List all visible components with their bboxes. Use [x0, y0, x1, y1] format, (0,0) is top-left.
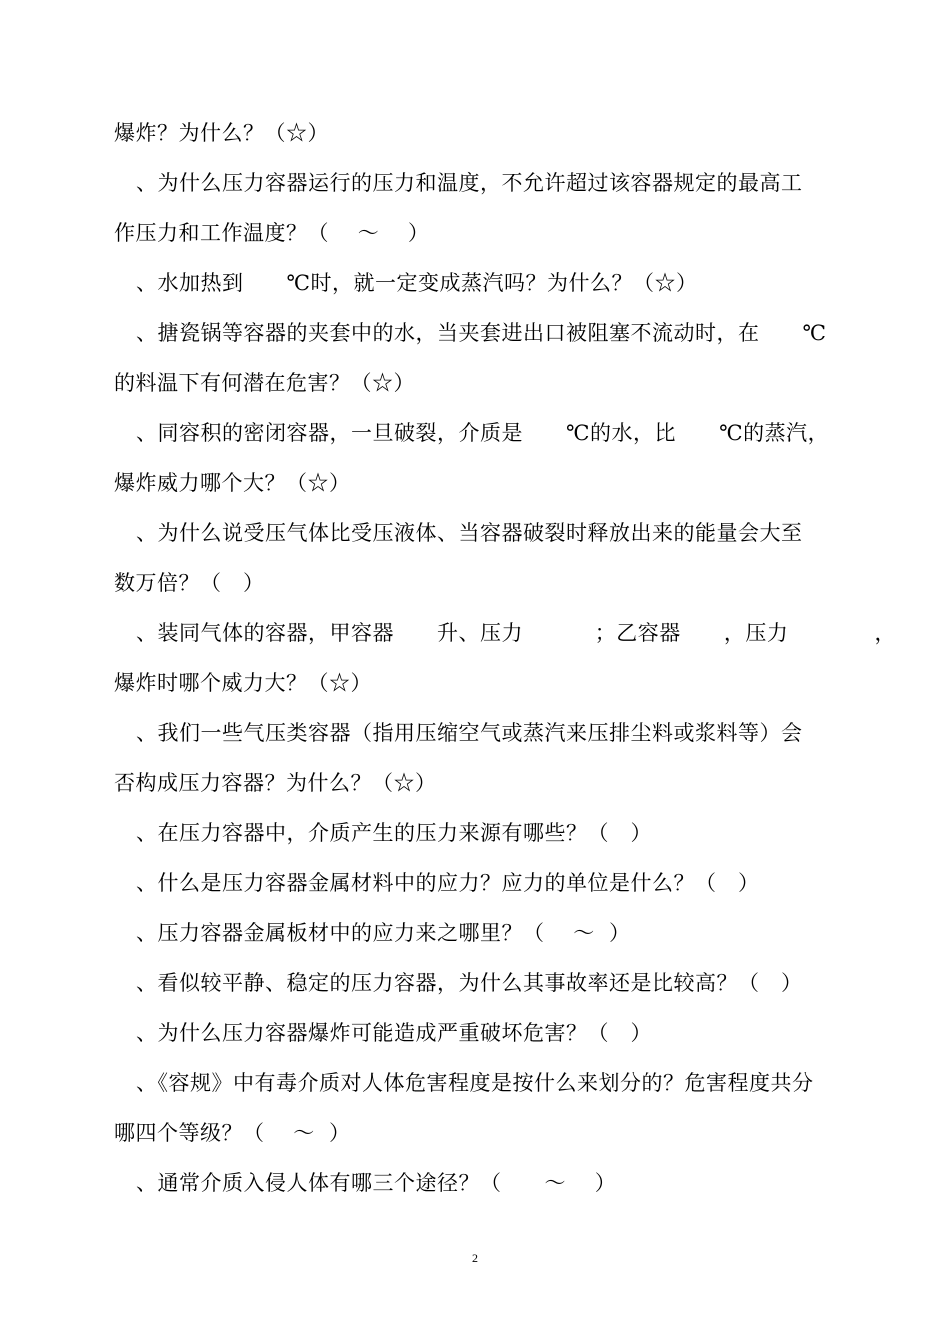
- question-line: 、水加热到 ℃时，就一定变成蒸汽吗？为什么？（☆）: [136, 271, 698, 295]
- question-line: 、看似较平静、稳定的压力容器，为什么其事故率还是比较高？（ ）: [136, 971, 803, 995]
- question-line: 、为什么压力容器爆炸可能造成严重破坏危害？（ ）: [136, 1021, 653, 1045]
- text-line: 否构成压力容器？为什么？（☆）: [114, 771, 437, 795]
- question-line: 、装同气体的容器，甲容器 升、压力 ；乙容器 ，压力 ，: [136, 621, 896, 645]
- question-list: [114, 114, 896, 1214]
- text-line: 数万倍？（ ）: [114, 571, 265, 595]
- text-line: 爆炸威力哪个大？（☆）: [114, 471, 351, 495]
- text-line: 作压力和工作温度？（ ～ ）: [114, 221, 430, 245]
- question-line: 、搪瓷锅等容器的夹套中的水，当夹套进出口被阻塞不流动时，在 ℃: [136, 321, 827, 345]
- text-line: 的料温下有何潜在危害？（☆）: [114, 371, 415, 395]
- question-line: 、什么是压力容器金属材料中的应力？应力的单位是什么？（ ）: [136, 871, 760, 895]
- page-number: 2: [472, 1251, 478, 1265]
- question-line: 、压力容器金属板材中的应力来之哪里？（ ～ ）: [136, 921, 631, 945]
- question-line: 、同容积的密闭容器，一旦破裂，介质是 ℃的水，比 ℃的蒸汽，: [136, 421, 830, 445]
- question-line: 、我们一些气压类容器（指用压缩空气或蒸汽来压排尘料或浆料等）会: [136, 721, 803, 745]
- question-line: 、在压力容器中，介质产生的压力来源有哪些？（ ）: [136, 821, 653, 845]
- question-line: 、为什么说受压气体比受压液体、当容器破裂时释放出来的能量会大至: [136, 521, 803, 545]
- text-line: 哪四个等级？（ ～ ）: [114, 1121, 351, 1145]
- question-line: 、为什么压力容器运行的压力和温度，不允许超过该容器规定的最高工: [136, 171, 803, 195]
- question-line: 、《容规》中有毒介质对人体危害程度是按什么来划分的？危害程度共分: [136, 1071, 814, 1095]
- text-line: 爆炸？为什么？（☆）: [114, 121, 329, 145]
- question-line: 、通常介质入侵人体有哪三个途径？（ ～ ）: [136, 1171, 617, 1195]
- text-line: 爆炸时哪个威力大？（☆）: [114, 671, 372, 695]
